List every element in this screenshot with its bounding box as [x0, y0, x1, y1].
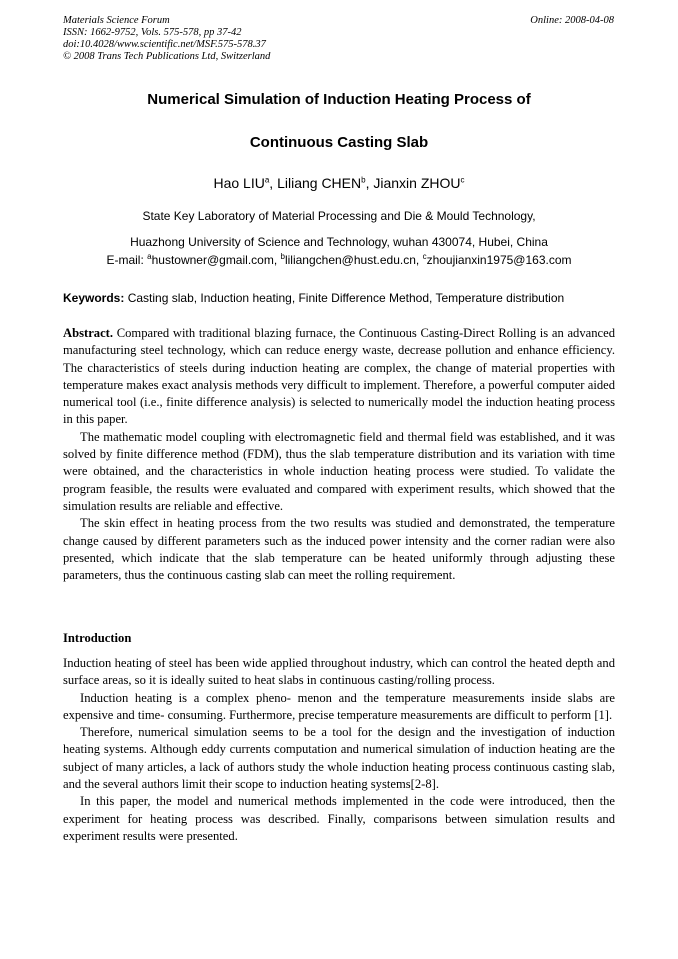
- affiliation-line2: Huazhong University of Science and Technology, wuhan 430074, Hubei, China: [130, 235, 548, 249]
- intro-paragraph: In this paper, the model and numerical methods implemented in the code were introduced, then the experiment for heating process was described. Finally, comparisons between simulation results and experiment results were presented.: [63, 794, 615, 843]
- keywords: [63, 291, 615, 305]
- abstract-section: [63, 325, 615, 584]
- journal-header: [63, 15, 270, 63]
- author-name: Liliang CHEN: [277, 175, 362, 191]
- email-address[interactable]: hustowner@gmail.com: [151, 253, 274, 267]
- email-mark: b: [280, 252, 285, 261]
- abstract-label: Abstract.: [63, 326, 114, 340]
- abstract-paragraph: [63, 325, 615, 429]
- intro-paragraph: Therefore, numerical simulation seems to be a tool for the design and the investigation of induction heating systems. Although eddy currents computation and numerical simulation of induction heating are the subject of many articles, a lack of authors study the whole induction heating process continuous casting slab, and the several authors limit their scope to induction heating systems[2-8].: [63, 725, 615, 792]
- intro-paragraph: Induction heating is a complex pheno- menon and the temperature measurements inside slabs are expensive and time- consuming. Furthermore, precise temperature measurements are difficult to perform [1].: [63, 690, 615, 722]
- keywords-text: Casting slab, Induction heating, Finite Difference Method, Temperature distribution: [127, 291, 565, 305]
- email-mark: c: [422, 252, 427, 261]
- abstract-paragraph: The mathematic model coupling with electromagnetic field and thermal field was established, and it was solved by finite difference method (FDM), thus the slab temperature distribution and its variation with time were obtained, and the characteristics in whole induction heating process were studied. To validate the program feasible, the results were evaluated and compared with experiment results, which showed that the simulation results are reliable and effective.: [63, 429, 615, 513]
- author-name: Jianxin ZHOU: [373, 175, 461, 191]
- section-heading-introduction: Introduction: [63, 631, 132, 645]
- paper-title-line2: Continuous Casting Slab: [249, 134, 429, 151]
- author-mark: a: [264, 175, 270, 185]
- copyright-line: © 2008 Trans Tech Publications Ltd, Switzerland: [63, 51, 271, 62]
- email-line: E-mail: $^a$hustowner@gmail.com, $^b$liliangchen@hust.edu.cn, $^c$zhoujianxin1975@163.com: [106, 252, 572, 267]
- keywords-label: Keywords:: [63, 291, 125, 305]
- author-name: Hao LIU: [213, 175, 265, 191]
- affiliation-line1: State Key Laboratory of Material Processing and Die & Mould Technology,: [142, 209, 536, 223]
- journal-name: Materials Science Forum: [63, 15, 170, 26]
- email-mark: a: [147, 252, 152, 261]
- author-mark: b: [361, 175, 366, 185]
- introduction-section: [63, 655, 615, 845]
- intro-paragraph: Induction heating of steel has been wide applied throughout industry, which can control the heated depth and surface areas, so it is ideally suited to heat slabs in continuous casting/rolling process.: [63, 656, 615, 688]
- paper-title-line1: Numerical Simulation of Induction Heating Process of: [147, 91, 531, 108]
- doi-line: doi:10.4028/www.scientific.net/MSF.575-578.37: [63, 39, 266, 50]
- issn-line: ISSN: 1662-9752, Vols. 575-578, pp 37-42: [63, 27, 242, 38]
- email-address[interactable]: liliangchen@hust.edu.cn: [284, 253, 416, 267]
- abstract-text: Compared with traditional blazing furnace, the Continuous Casting-Direct Rolling is an advanced manufacturing steel technology, which can reduce energy waste, decrease pollution and enhance efficiency. The characteristics of steels during induction heating are complex, the change of material properties with temperature makes exact analysis methods very difficult to implement. Therefore, a powerful computer aided numerical tool (i.e., finite difference analysis) is selected to numerically model the induction heating process in this paper.: [63, 326, 615, 427]
- email-address[interactable]: zhoujianxin1975@163.com: [426, 253, 572, 267]
- online-date: Online: 2008-04-08: [530, 15, 614, 26]
- email-prefix: E-mail:: [106, 253, 148, 267]
- author-list: Hao LIU$^a$, Liliang CHEN$^b$, Jianxin ZHOU$^c$: [213, 175, 465, 191]
- author-mark: c: [460, 175, 465, 185]
- abstract-paragraph: The skin effect in heating process from the two results was studied and demonstrated, the temperature change caused by different parameters such as the induced power intensity and the corner radian were also presented, which indicate that the slab temperature can be heated uniformly through adjusting these parameters, thus the continuous casting slab can meet the rolling requirement.: [63, 516, 615, 583]
